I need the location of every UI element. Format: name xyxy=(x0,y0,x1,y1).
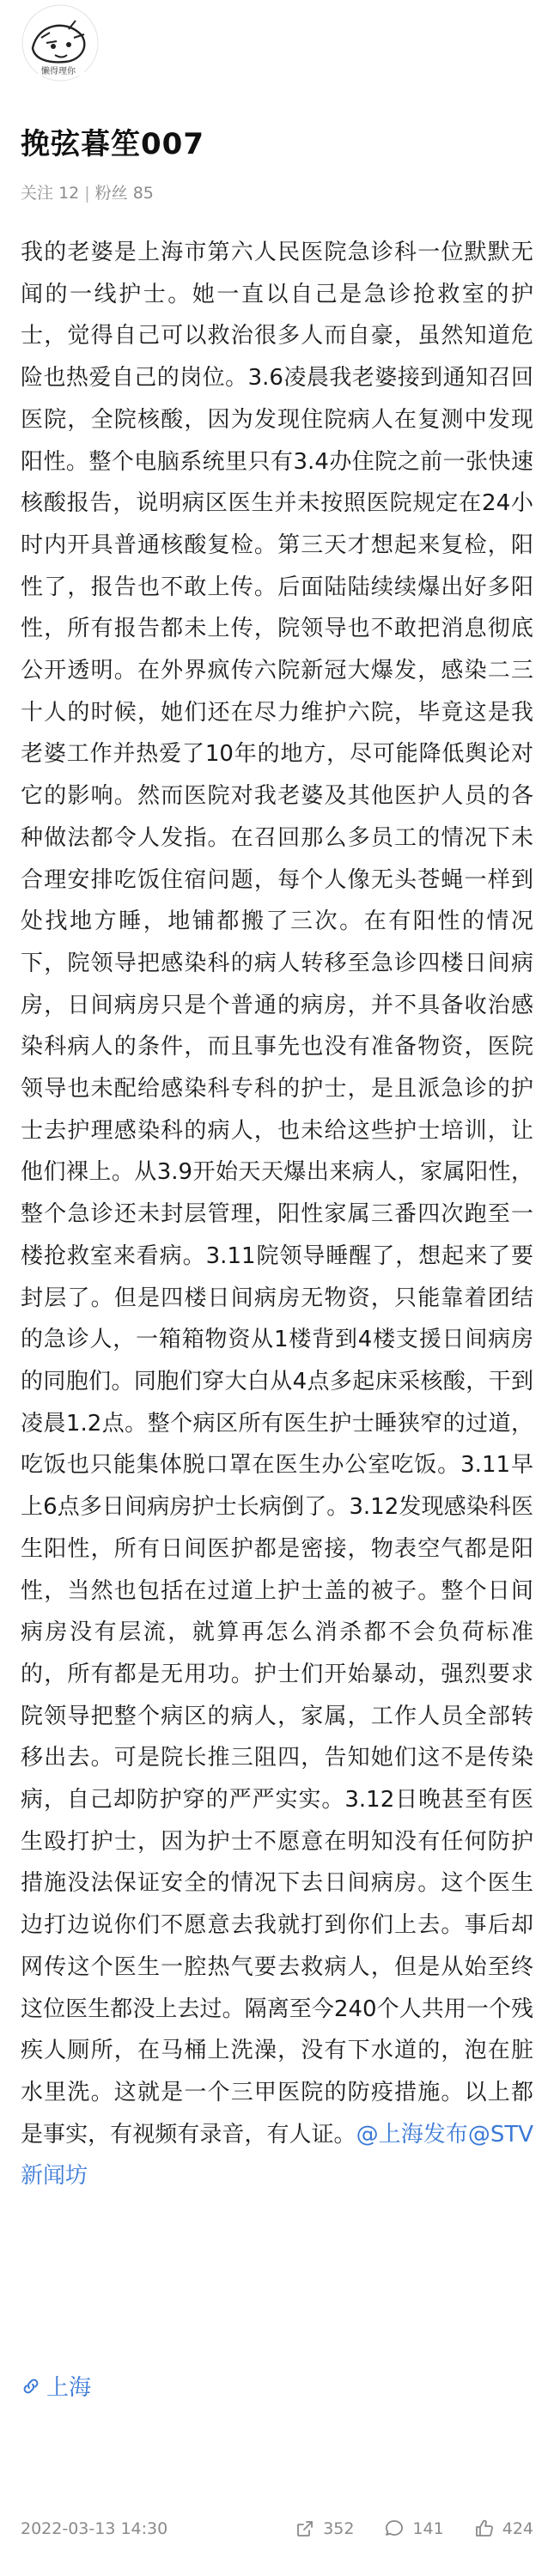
profile-stats xyxy=(21,180,154,204)
avatar-caption: 懒得理你 xyxy=(41,67,76,76)
mention-shanghai-release[interactable]: @上海发布 xyxy=(356,2121,468,2148)
avatar[interactable] xyxy=(21,3,100,82)
comment-button[interactable] xyxy=(383,2518,443,2540)
post-body xyxy=(21,232,533,2197)
share-count: 352 xyxy=(323,2519,355,2538)
like-button[interactable] xyxy=(473,2518,533,2540)
follow-label: 关注 xyxy=(21,184,54,203)
fans-label: 粉丝 xyxy=(94,184,128,203)
comment-icon xyxy=(383,2518,405,2540)
location-label: 上海 xyxy=(46,2375,92,2401)
like-icon xyxy=(473,2518,496,2540)
mention-stv-news[interactable]: @STV新闻坊 xyxy=(21,2121,533,2190)
post-footer xyxy=(21,2512,533,2546)
stats-divider: | xyxy=(84,184,90,203)
post-timestamp: 2022-03-13 14:30 xyxy=(21,2519,168,2538)
follow-count[interactable]: 12 xyxy=(58,184,80,203)
location-link[interactable] xyxy=(21,2370,91,2402)
share-button[interactable] xyxy=(294,2518,354,2540)
like-count: 424 xyxy=(502,2519,533,2538)
page-title[interactable]: 挽弦暮笙007 xyxy=(21,127,204,161)
comment-count: 141 xyxy=(412,2519,444,2538)
link-icon xyxy=(21,2376,41,2397)
fans-count[interactable]: 85 xyxy=(132,184,154,203)
share-icon xyxy=(294,2518,316,2540)
post-text: 我的老婆是上海市第六人民医院急诊科一位默默无闻的一线护士。她一直以自己是急诊抢救室的护士，觉得自己可以救治很多人而自豪，虽然知道危险也热爱自己的岗位。3.6凌晨我老婆接到通知召回医院，全院核酸，因为发现住院病人在复测中发现阳性。整个电脑系统里只有3.4办住院之前一张快速核酸报告，说明病区医生并未按照医院规定在24小时内开具普通核酸复检。第三天才想起来复检，阳性了，报告也不敢上传。后面陆陆续续爆出好多阳性，所有报告都未上传，院领导也不敢把消息彻底公开透明。在外界疯传六院新冠大爆发，感染二三十人的时候，她们还在尽力维护六院，毕竟这是我老婆工作并热爱了10年的地方，尽可能降低舆论对它的影响。然而医院对我老婆及其他医护人员的各种做法都令人发指。在召回那么多员工的情况下未合理安排吃饭住宿问题，每个人像无头苍蝇一样到处找地方睡，地铺都搬了三次。在有阳性的情况下，院领导把感染科的病人转移至急诊四楼日间病房，日间病房只是个普通的病房，并不具备收治感染科病人的条件，而且事先也没有准备物资，医院领导也未配给感染科专科的护士，是且派急诊的护士去护理感染科的病人，也未给这些护士培训，让他们裸上。从3.9开始天天爆出来病人，家属阳性，整个急诊还未封层管理，阳性家属三番四次跑至一楼抢救室来看病。3.11院领导睡醒了，想起来了要封层了。但是四楼日间病房无物资，只能靠着团结的急诊人，一箱箱物资从1楼背到4楼支援日间病房的同胞们。同胞们穿大白从4点多起床采核酸，干到凌晨1.2点。整个病区所有医生护士睡狭窄的过道，吃饭也只能集体脱口罩在医生办公室吃饭。3.11早上6点多日间病房护士长病倒了。3.12发现感染科医生阳性，所有日间医护都是密接，物表空气都是阳性，当然也包括在过道上护士盖的被子。整个日间病房没有层流，就算再怎么消杀都不会负荷标准的，所有都是无用功。护士们开始暴动，强烈要求院领导把整个病区的病人，家属，工作人员全部转移出去。可是院长推三阻四，告知她们这不是传染病，自己却防护穿的严严实实。3.12日晚甚至有医生殴打护士，因为护士不愿意在明知没有任何防护措施没法保证安全的情况下去日间病房。这个医生边打边说你们不愿意去我就打到你们上去。事后却网传这个医生一腔热气要去救病人，但是从始至终这位医生都没上去过。隔离至今240个人共用一个残疾人厕所，在马桶上洗澡，没有下水道的，泡在脏水里洗。这就是一个三甲医院的防疫措施。以上都是事实，有视频有录音，有人证。 xyxy=(21,240,533,2148)
